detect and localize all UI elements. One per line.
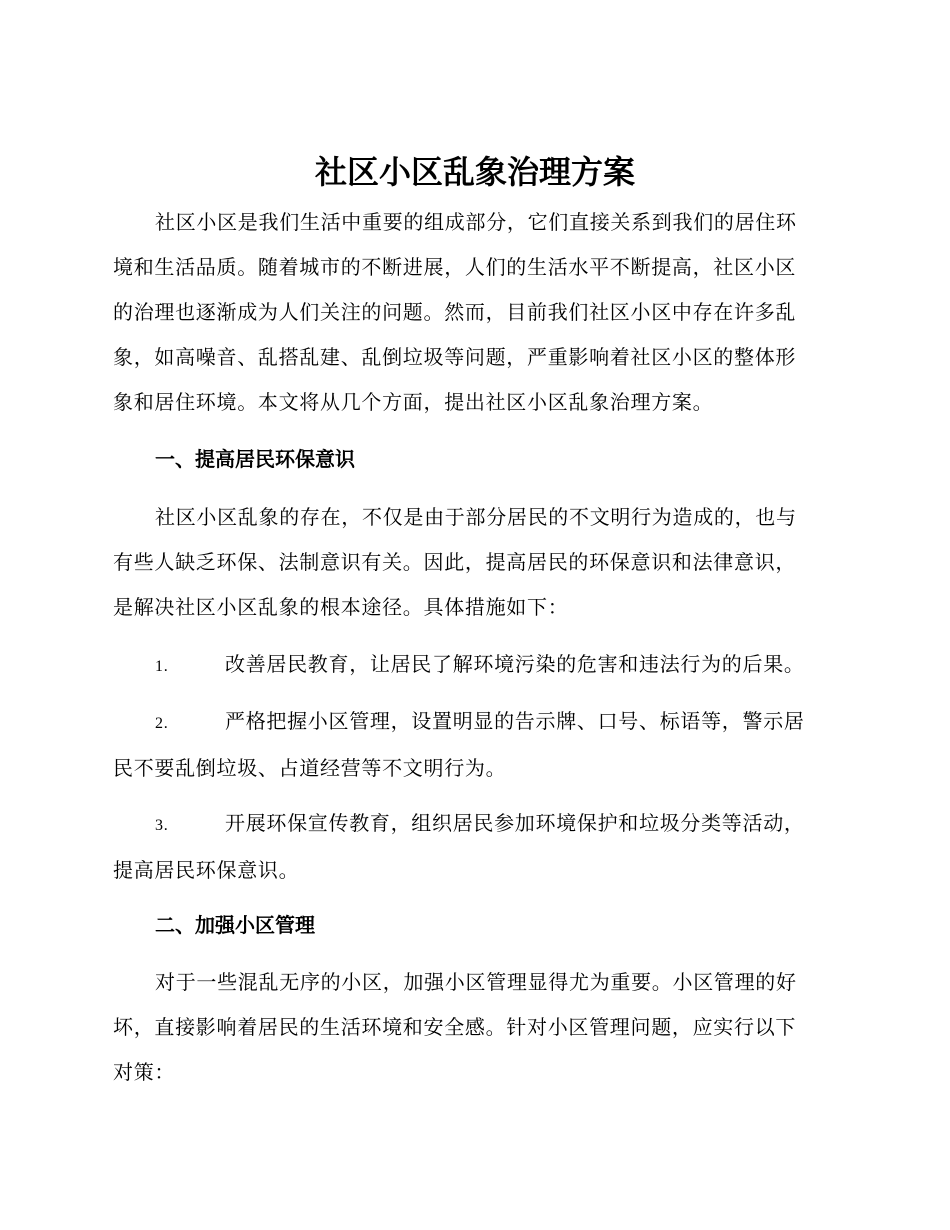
list-item (113, 801, 833, 893)
list-item-text: 开展环保宣传教育，组织居民参加环境保护和垃圾分类等活动， (225, 811, 805, 835)
list-item-text: 改善居民教育，让居民了解环境污染的危害和违法行为的后果。 (225, 652, 805, 676)
list-item (113, 699, 833, 791)
paragraph-line: 是解决社区小区乱象的根本途径。具体措施如下： (113, 595, 569, 619)
paragraph-line: 境和生活品质。随着城市的不断进展，人们的生活水平不断提高，社区小区 (113, 255, 797, 279)
paragraph-line: 社区小区乱象的存在，不仅是由于部分居民的不文明行为造成的，也与 (155, 505, 797, 529)
list-item-number: 1. (155, 658, 169, 675)
paragraph-line: 象，如高噪音、乱搭乱建、乱倒垃圾等问题，严重影响着社区小区的整体形 (113, 345, 797, 369)
list-item-number: 3. (155, 817, 169, 834)
list-item (113, 642, 833, 689)
paragraph-line: 对于一些混乱无序的小区，加强小区管理显得尤为重要。小区管理的好 (155, 970, 797, 994)
section2-paragraph (113, 960, 833, 1095)
paragraph-line: 社区小区是我们生活中重要的组成部分，它们直接关系到我们的居住环 (155, 210, 797, 234)
paragraph-line: 有些人缺乏环保、法制意识有关。因此，提高居民的环保意识和法律意识， (113, 550, 797, 574)
intro-paragraph (113, 200, 833, 425)
paragraph-line: 坏，直接影响着居民的生活环境和安全感。针对小区管理问题，应实行以下 (113, 1015, 797, 1039)
list-item-text: 民不要乱倒垃圾、占道经营等不文明行为。 (113, 756, 507, 780)
list-item-number: 2. (155, 715, 169, 732)
paragraph-line: 象和居住环境。本文将从几个方面，提出社区小区乱象治理方案。 (113, 390, 714, 414)
paragraph-line: 的治理也逐渐成为人们关注的问题。然而，目前我们社区小区中存在许多乱 (113, 300, 797, 324)
document-title: 社区小区乱象治理方案 (314, 153, 635, 191)
list-item-text: 提高居民环保意识。 (113, 858, 300, 882)
list-item-text: 严格把握小区管理，设置明显的告示牌、口号、标语等，警示居 (225, 709, 805, 733)
paragraph-line: 对策： (113, 1060, 176, 1084)
section-heading-2: 二、加强小区管理 (155, 913, 315, 937)
section1-paragraph (113, 495, 833, 630)
section-heading-1: 一、提高居民环保意识 (155, 447, 355, 471)
